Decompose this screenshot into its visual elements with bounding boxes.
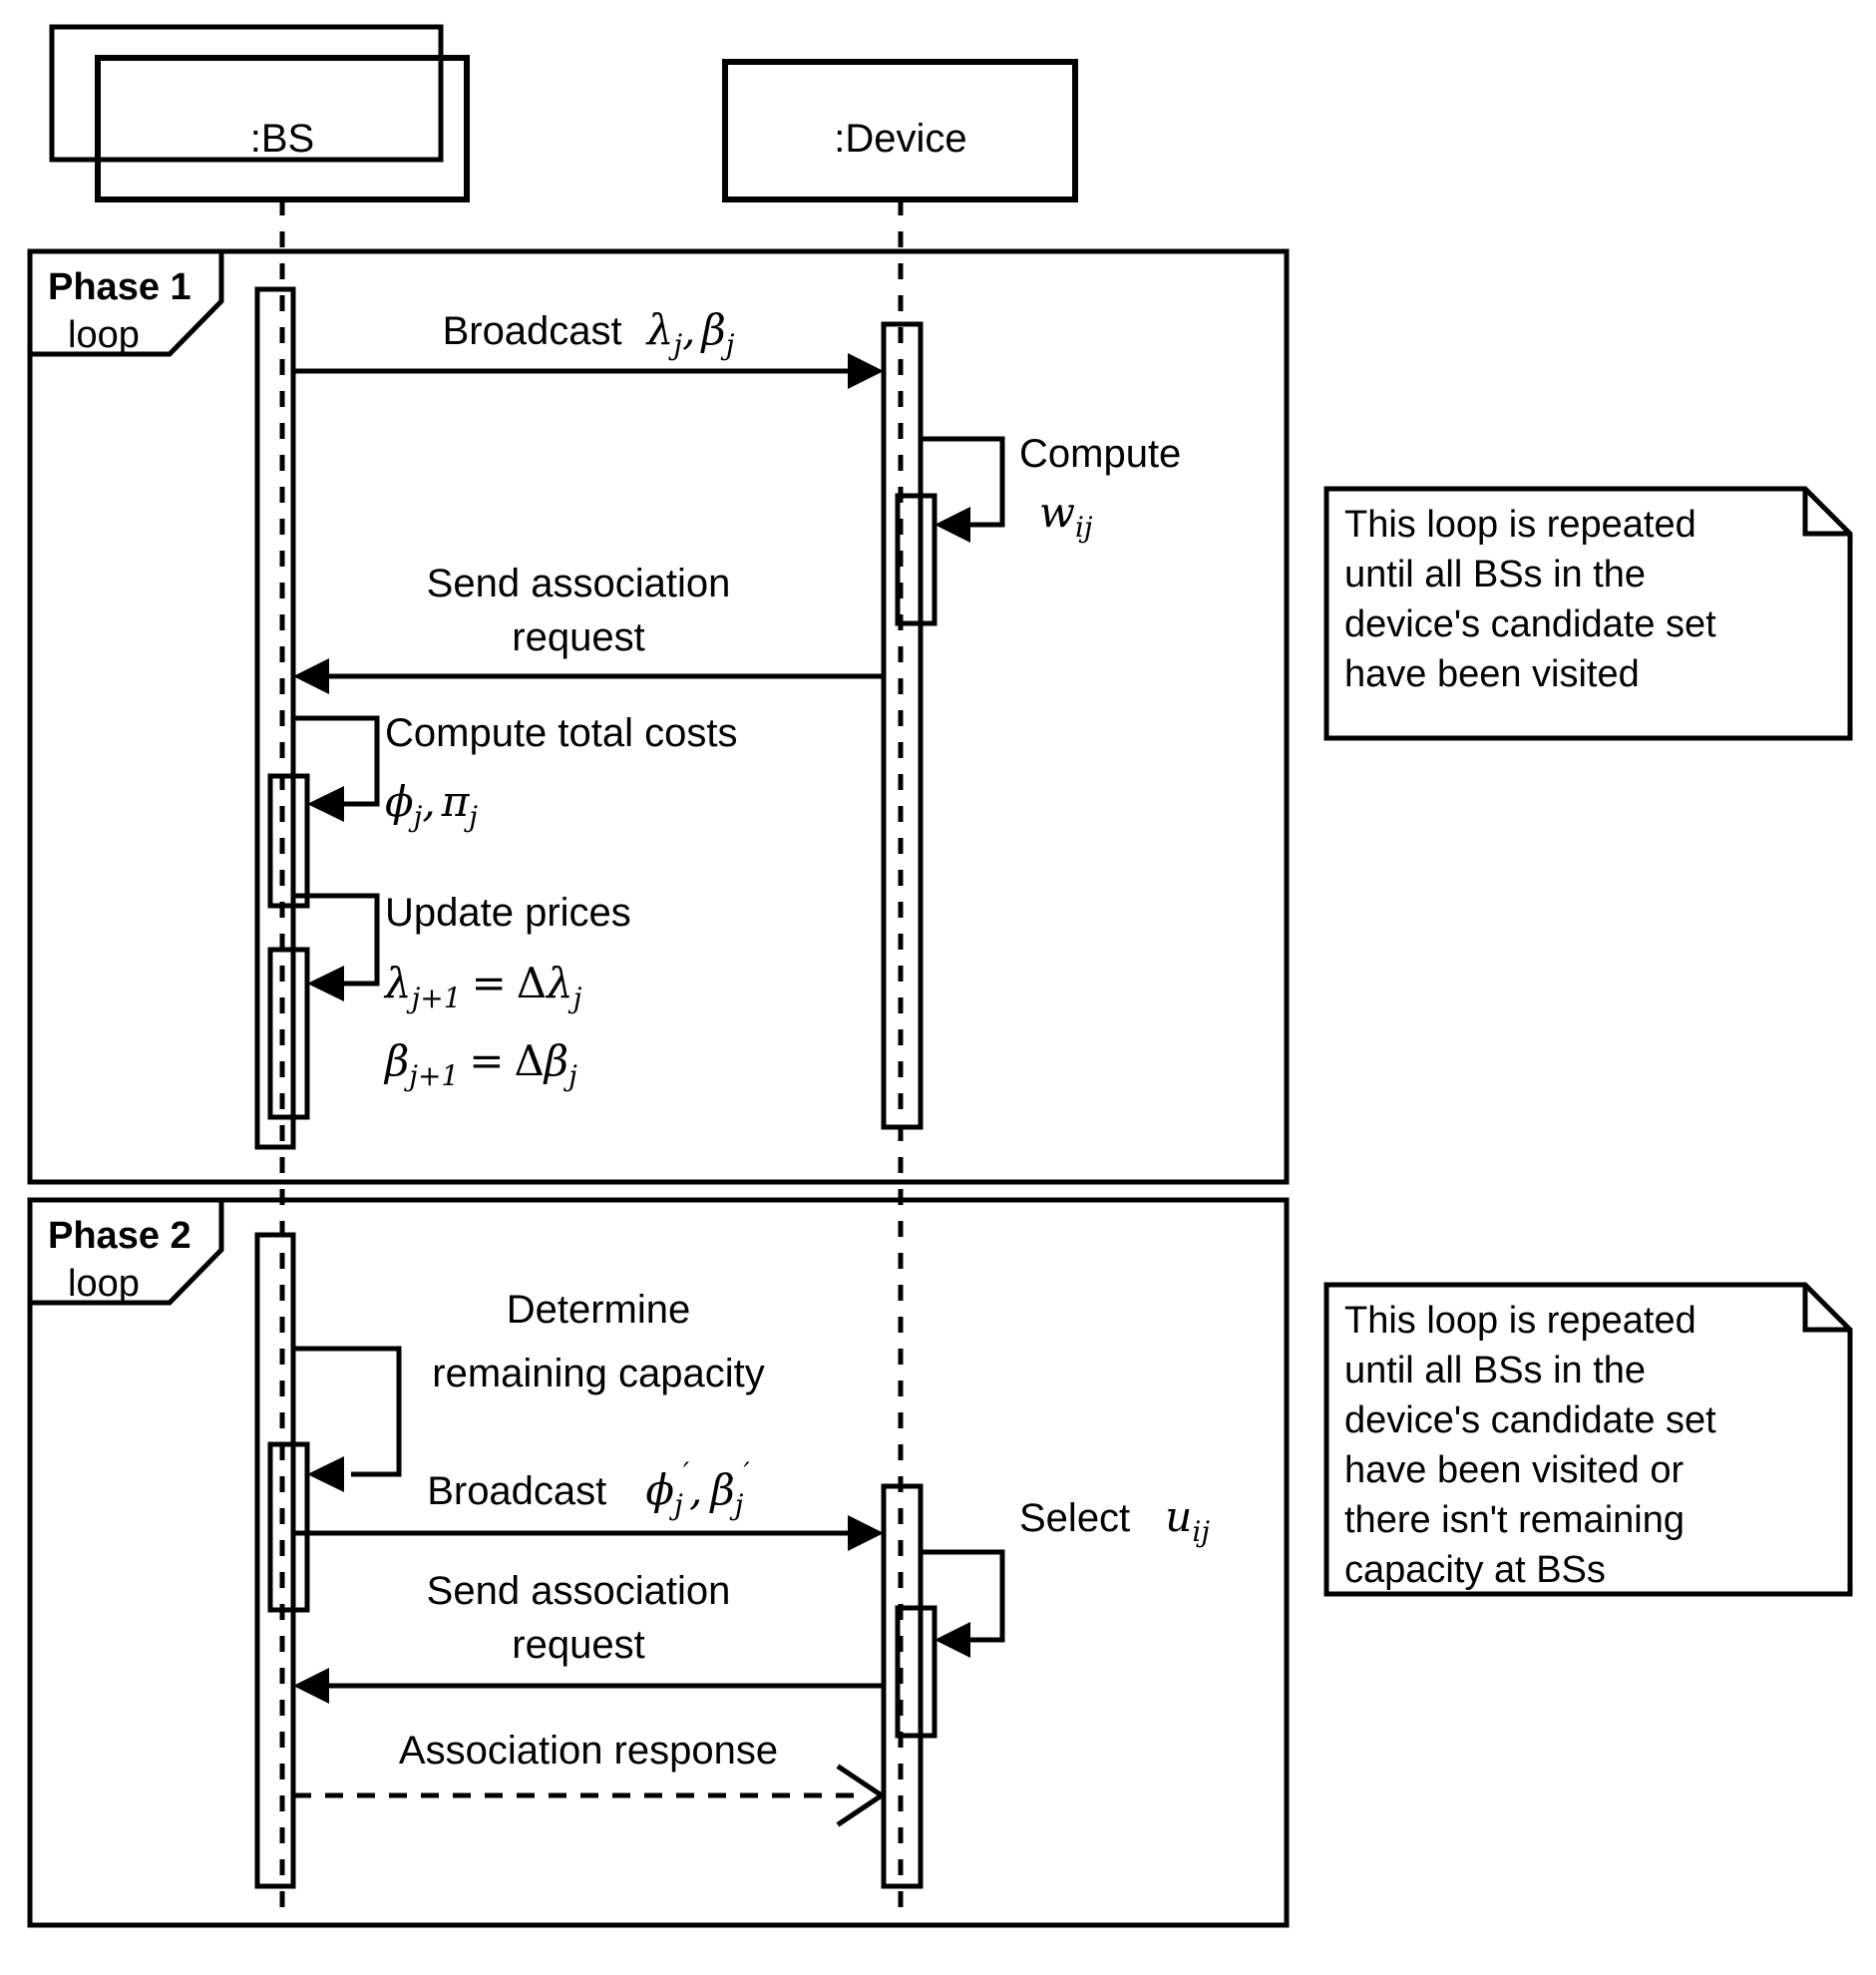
self-message-label-costs: Compute total costs	[385, 711, 738, 755]
message-arrowhead-7	[848, 1515, 884, 1551]
self-message-label-determine-1: Determine	[506, 1288, 691, 1332]
message-label-send-assoc-2a: Send association	[426, 1569, 731, 1613]
note1-line-3: device's candidate set	[1344, 603, 1716, 645]
message-arrowhead-3	[293, 658, 329, 694]
self-message-arrowhead-update	[307, 966, 344, 1001]
activation-bar-device-select	[898, 1608, 935, 1736]
message-label-send-assoc-2b: request	[512, 1623, 645, 1667]
self-message-compute-wij[interactable]	[898, 432, 1181, 623]
self-message-math-update-2: $\beta_{j+1} = \Delta\beta_j$	[385, 1036, 577, 1092]
bs-stack-back-box	[52, 27, 441, 160]
lifeline-head-device[interactable]	[725, 62, 1075, 199]
message-arrowhead-1	[848, 353, 884, 389]
note2-line-4: have been visited or	[1344, 1449, 1685, 1491]
note2-line-1: This loop is repeated	[1344, 1300, 1696, 1342]
message-broadcast-phi-beta-prime[interactable]	[293, 1456, 884, 1551]
self-message-label-determine-2: remaining capacity	[432, 1352, 765, 1395]
self-message-math-update-1: $\lambda_{j+1} = \Delta\lambda_j$	[385, 959, 582, 1014]
activation-bar-bs-costs	[270, 776, 307, 906]
note-phase2	[1326, 1285, 1850, 1594]
activation-bar-bs-phase1	[257, 289, 293, 1147]
self-message-label-update: Update prices	[385, 891, 631, 935]
message-arrowhead-9	[293, 1668, 329, 1704]
self-message-label-compute: Compute	[1019, 432, 1182, 476]
note2-line-3: device's candidate set	[1344, 1399, 1716, 1441]
bs-head-label: :BS	[249, 117, 315, 161]
phase2-title: Phase 2	[48, 1215, 191, 1257]
activation-bar-bs-determine	[270, 1444, 307, 1610]
self-message-compute-total-costs[interactable]	[270, 711, 738, 906]
activation-bar-device-compute	[898, 496, 935, 623]
self-message-arrowhead-determine	[307, 1456, 344, 1492]
message-label-broadcast-2: Broadcast $\phi_j'$, $\beta_j'$	[427, 1456, 750, 1521]
self-message-update-prices[interactable]	[270, 891, 631, 1117]
self-message-select-uij[interactable]	[898, 1492, 1210, 1736]
note1-line-1: This loop is repeated	[1344, 504, 1696, 546]
self-message-arrowhead-compute	[935, 507, 970, 543]
message-send-association-request-2[interactable]	[293, 1569, 884, 1704]
device-head-label: :Device	[834, 117, 967, 161]
self-message-determine-remaining-capacity[interactable]	[270, 1288, 765, 1610]
phase1-title: Phase 1	[48, 266, 191, 308]
note-phase1	[1326, 489, 1850, 738]
note1-line-4: have been visited	[1344, 653, 1640, 695]
message-broadcast-lambda-beta[interactable]	[293, 305, 884, 389]
note1-line-2: until all BSs in the	[1344, 554, 1647, 595]
note2-line-6: capacity at BSs	[1344, 1549, 1606, 1591]
message-label-broadcast-1: Broadcast $\lambda_j$, $\beta_j$	[442, 305, 735, 361]
message-label-association-response: Association response	[398, 1729, 779, 1773]
self-message-arrowhead-costs	[307, 786, 344, 822]
note2-line-2: until all BSs in the	[1344, 1350, 1647, 1391]
activation-bar-bs-update	[270, 950, 307, 1117]
self-message-math-compute: $w_{ij}$	[1039, 488, 1093, 544]
message-label-send-assoc-1b: request	[512, 615, 645, 659]
message-association-response[interactable]	[293, 1729, 882, 1823]
message-label-send-assoc-1a: Send association	[426, 562, 731, 605]
phase1-operator: loop	[68, 314, 140, 356]
self-message-arrowhead-select	[935, 1622, 970, 1658]
self-message-math-costs: $\phi_j$, $\pi_j$	[385, 777, 478, 833]
note2-line-5: there isn't remaining	[1344, 1499, 1685, 1541]
phase2-operator: loop	[68, 1263, 140, 1305]
self-message-label-select: Select $u_{ij}$	[1019, 1492, 1210, 1548]
activation-bar-bs-phase2	[257, 1235, 293, 1886]
message-send-association-request-1[interactable]	[293, 562, 884, 694]
lifeline-head-bs[interactable]	[52, 27, 467, 199]
